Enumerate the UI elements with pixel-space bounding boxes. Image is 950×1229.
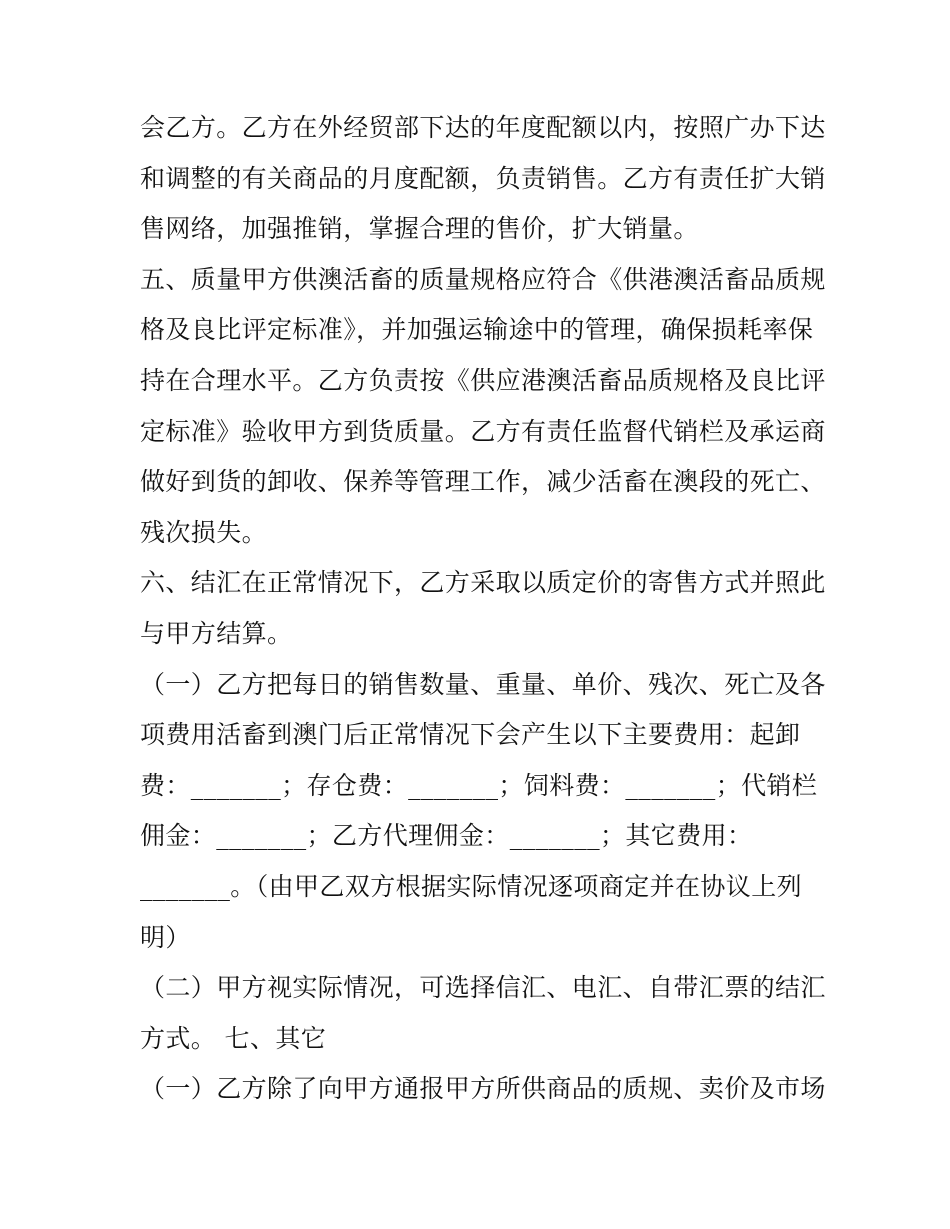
text-line-18: （二）甲方视实际情况，可选择信汇、电汇、自带汇票的结汇 <box>140 973 826 1003</box>
text-line-1: 会乙方。乙方在外经贸部下达的年度配额以内，按照广办下达 <box>140 113 826 142</box>
text-line-3: 售网络，加强推销，掌握合理的售价，扩大销量。 <box>140 214 699 244</box>
document-text <box>140 103 830 1115</box>
text-line-20: （一）乙方除了向甲方通报甲方所供商品的质规、卖价及市场 <box>140 1074 826 1104</box>
text-line-5: 格及良比评定标准》，并加强运输途中的管理，确保损耗率保 <box>140 315 814 345</box>
text-line-13: 项费用活畜到澳门后正常情况下会产生以下主要费用：起卸 <box>140 720 801 750</box>
text-line-15: 佣金：_______；乙方代理佣金：_______；其它费用： <box>140 821 753 851</box>
text-line-9: 残次损失。 <box>140 517 268 547</box>
text-line-17: 明） <box>140 922 191 952</box>
text-line-6: 持在合理水平。乙方负责按《供应港澳活畜品质规格及良比评 <box>140 365 826 395</box>
text-line-19: 方式。 七、其它 <box>140 1023 327 1053</box>
text-line-16: _______。（由甲乙双方根据实际情况逐项商定并在协议上列 <box>140 871 803 901</box>
text-line-7: 定标准》验收甲方到货质量。乙方有责任监督代销栏及承运商 <box>140 416 826 446</box>
text-line-4: 五、质量甲方供澳活畜的质量规格应符合《供港澳活畜品质规 <box>140 264 826 294</box>
text-line-8: 做好到货的卸收、保养等管理工作，减少活畜在澳段的死亡、 <box>140 467 826 497</box>
text-line-11: 与甲方结算。 <box>140 618 293 648</box>
text-line-14: 费：_______；存仓费：_______；饲料费：_______；代销栏 <box>140 770 818 800</box>
text-line-12: （一）乙方把每日的销售数量、重量、单价、残次、死亡及各 <box>140 669 826 699</box>
text-line-2: 和调整的有关商品的月度配额，负责销售。乙方有责任扩大销 <box>140 163 826 193</box>
text-line-10: 六、结汇在正常情况下，乙方采取以质定价的寄售方式并照此 <box>140 568 826 598</box>
